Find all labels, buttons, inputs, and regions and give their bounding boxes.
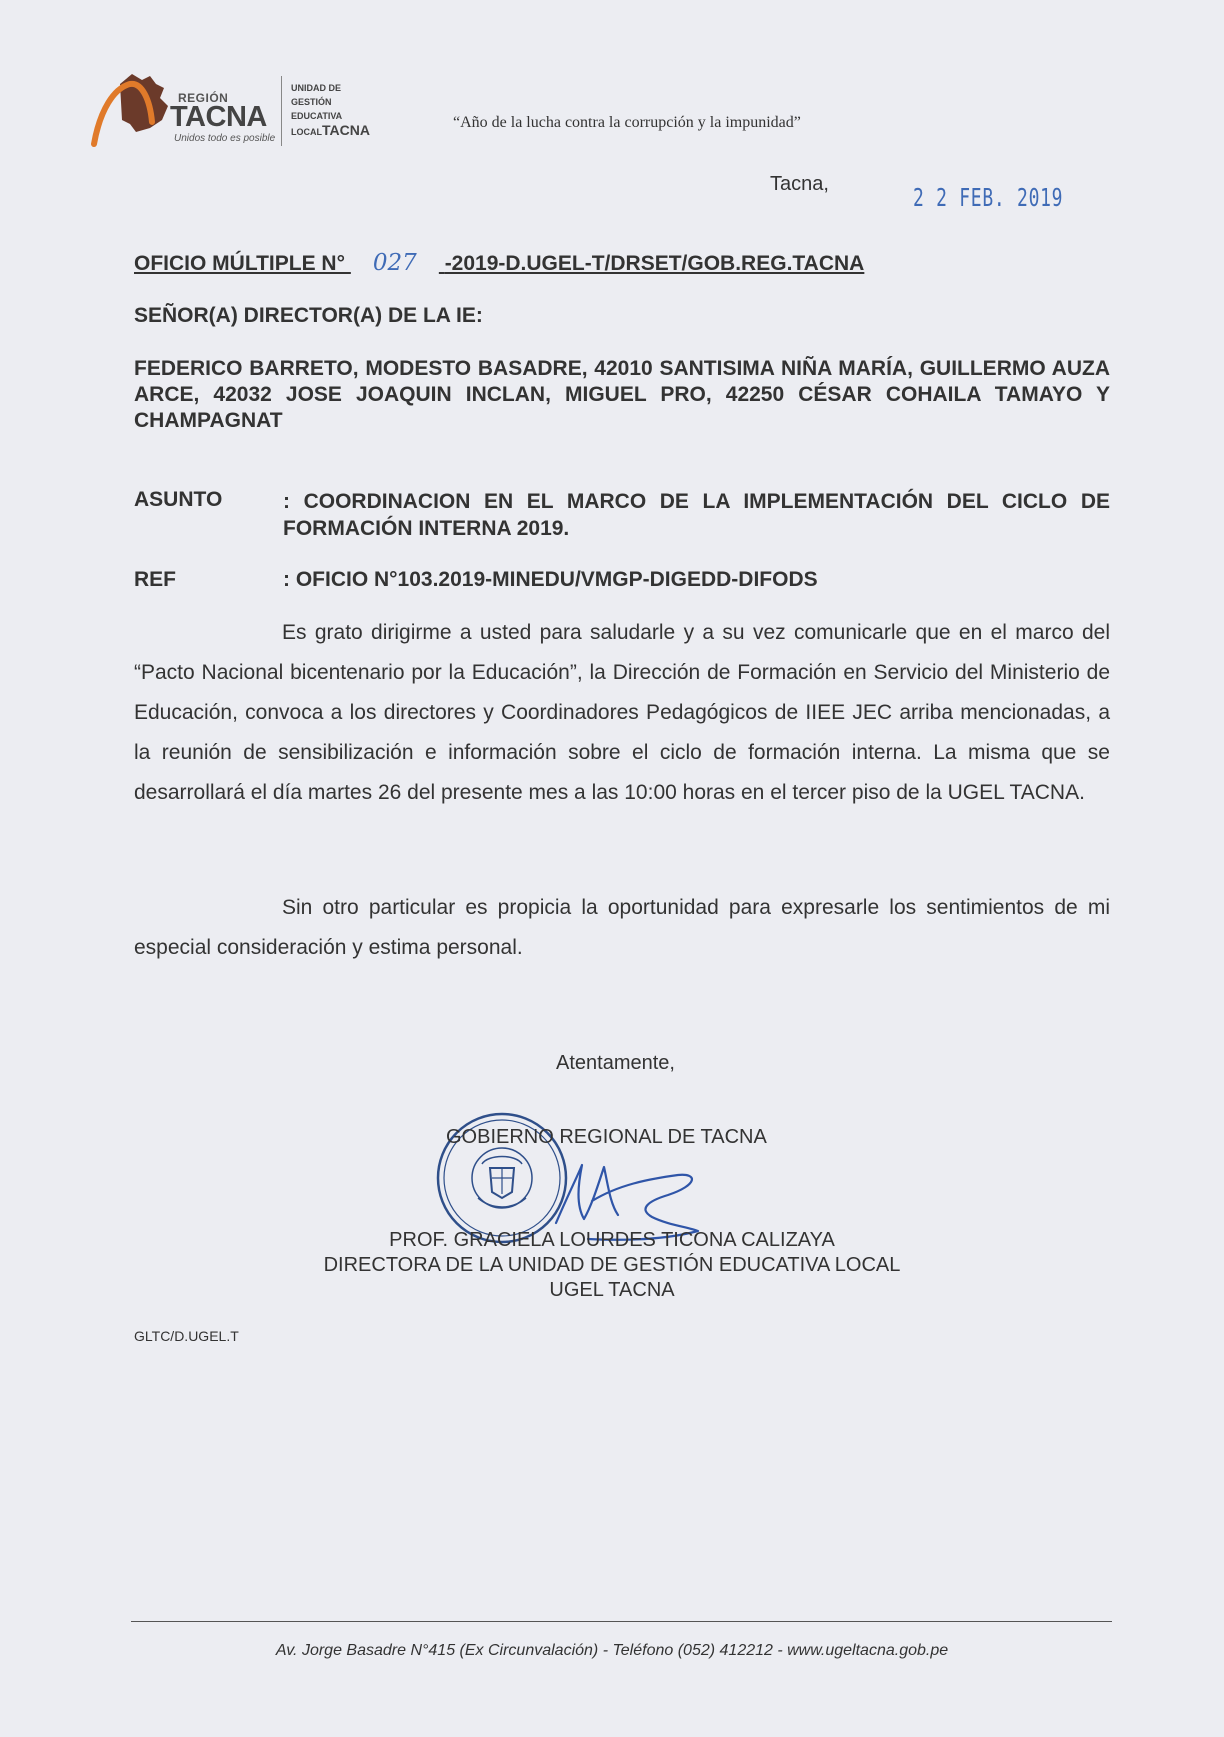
logo-tacna-word: TACNA <box>170 101 267 133</box>
date-stamp: 2 2 FEB. 2019 <box>913 183 1064 212</box>
subject-label: ASUNTO <box>134 488 223 511</box>
recipient-list: FEDERICO BARRETO, MODESTO BASADRE, 42010 SANTISIMA NIÑA MARÍA, GUILLERMO AUZA ARCE, 42032 JOSE JOAQUIN INCLAN, MIGUEL PRO, 42250 CÉSAR COHAILA TAMAYO Y CHAMPAGNAT <box>134 357 1110 432</box>
ugel-logo <box>291 81 401 139</box>
ugel-logo-line <box>291 123 401 139</box>
signatory-name: PROF. GRACIELA LOURDES TICONA CALIZAYA <box>389 1229 835 1251</box>
ugel-logo-line: GESTIÓN <box>291 97 332 107</box>
oficio-number: 027 <box>372 250 417 276</box>
ugel-logo-tacna: TACNA <box>322 122 370 138</box>
signatory-position: DIRECTORA DE LA UNIDAD DE GESTIÓN EDUCATIVA LOCAL <box>323 1254 901 1276</box>
oficio-suffix: -2019-D.UGEL-T/DRSET/GOB.REG.TACNA <box>444 252 865 275</box>
body-paragraph-1: Es grato dirigirme a usted para saludarle y a su vez comunicarle que en el marco del “Pacto Nacional bicentenario por la Educación”, la Dirección de Formación en Servicio del Ministerio de Educación, convoca a los directores y Coordinadores Pedagógicos de IIEE JEC arriba mencionadas, a la reunión de sensibilización e información sobre el ciclo de formación interna. La misma que se desarrollará el día martes 26 del presente mes a las 10:00 horas en el tercer piso de la UGEL TACNA. <box>134 621 1110 804</box>
ugel-logo-line: EDUCATIVA <box>291 111 343 121</box>
closing: Atentamente, <box>556 1052 675 1074</box>
logo-divider <box>281 76 282 146</box>
region-tacna-logo <box>90 70 280 150</box>
ugel-logo-local: LOCAL <box>291 127 322 137</box>
footer-address: Av. Jorge Basadre N°415 (Ex Circunvalación) - Teléfono (052) 412212 - www.ugeltacna.gob.pe <box>275 1642 949 1659</box>
subject-text: : COORDINACION EN EL MARCO DE LA IMPLEMENTACIÓN DEL CICLO DE FORMACIÓN INTERNA 2019. <box>283 490 1110 540</box>
oficio-prefix: OFICIO MÚLTIPLE N° <box>134 252 345 275</box>
logo-region-word: REGIÓN <box>178 91 229 105</box>
reference-text: : OFICIO N°103.2019-MINEDU/VMGP-DIGEDD-DIFODS <box>283 568 818 591</box>
logo-tagline: Unidos todo es posible <box>174 133 276 144</box>
place-name: Tacna, <box>770 173 829 195</box>
ugel-logo-line: UNIDAD DE <box>291 83 342 93</box>
reference-initials: GLTC/D.UGEL.T <box>134 1328 239 1344</box>
footer-divider <box>131 1621 1112 1622</box>
signatory-organization: GOBIERNO REGIONAL DE TACNA <box>446 1126 767 1148</box>
reference-label: REF <box>134 568 176 591</box>
body-paragraph-2: Sin otro particular es propicia la oportunidad para expresarle los sentimientos de mi especial consideración y estima personal. <box>134 896 1110 959</box>
oficio-title <box>134 250 864 276</box>
signatory-block <box>0 1228 1224 1303</box>
signatory-unit: UGEL TACNA <box>549 1279 675 1301</box>
year-motto: “Año de la lucha contra la corrupción y la impunidad” <box>453 114 801 131</box>
recipient-title: SEÑOR(A) DIRECTOR(A) DE LA IE: <box>134 304 483 327</box>
